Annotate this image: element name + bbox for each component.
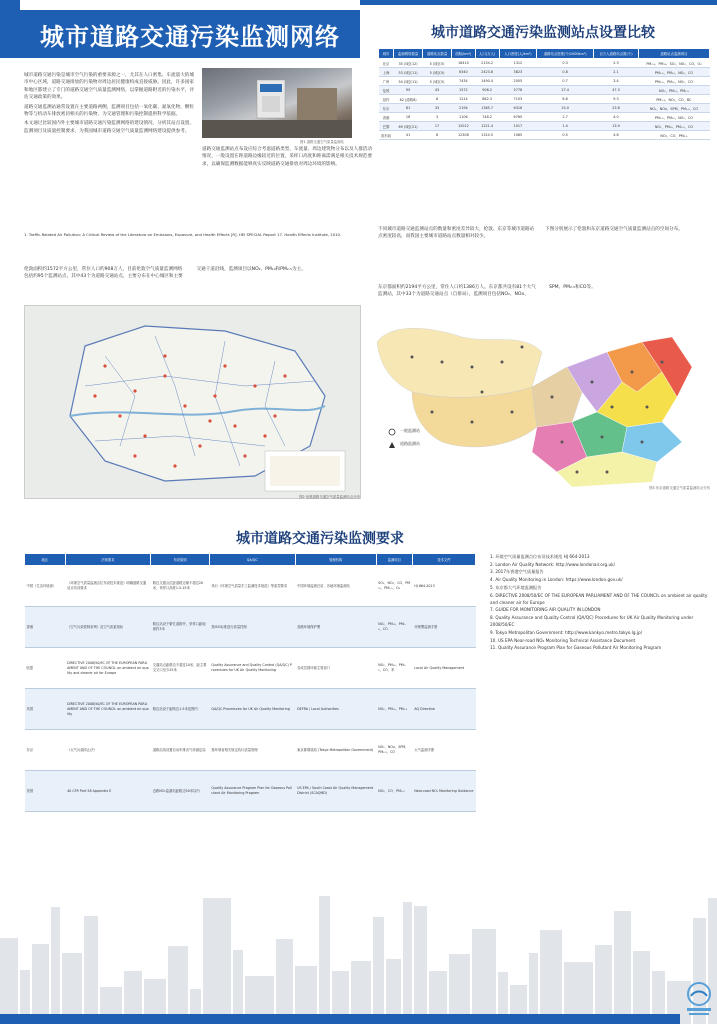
header-cell: 管理机构 — [295, 554, 376, 566]
station-table-cell: 5 (城区5) — [423, 68, 452, 77]
london-station-marker — [263, 434, 266, 437]
header-cell: 百万人道路站点数(个) — [594, 49, 639, 59]
station-table-cell: 5778 — [499, 86, 537, 95]
london-map-caption: 图2 伦敦道路交通空气质量监测站点分布 — [299, 495, 360, 499]
tokyo-station-marker — [646, 406, 649, 409]
req-table-cell: 《环境空气质量监测点位布设技术规范》明确道路交通站点布设要求 — [65, 566, 151, 607]
station-table-row — [379, 104, 710, 113]
station-table-cell: PM₂.₅、NO₂、CO、BC — [638, 95, 709, 104]
middle-text — [202, 146, 372, 170]
header-cell: 地区 — [25, 554, 66, 566]
req-table-cell: 各成员国环境主管部门 — [295, 648, 376, 689]
reference-item: 4. Air Quality Monitoring in London: https://www.london.gov.uk/ — [490, 577, 623, 583]
station-table-cell: 69 (城区21) — [394, 122, 423, 131]
reference-item: 10. US EPA Near-road NO₂ Monitoring Technical Assistance Document — [490, 637, 636, 643]
req-table-header — [25, 554, 476, 566]
right-paragraph-1: 不同城市道路交通监测站点的数量和密度差异较大，伦敦、东京等城市道路站点密度较高，而我国主要城市道路站点数量相对较少。 — [378, 227, 535, 240]
skyline-building — [0, 938, 18, 1024]
station-table-cell: 862.3 — [475, 95, 499, 104]
london-station-marker — [198, 444, 201, 447]
header-cell: 城市 — [379, 49, 394, 59]
london-station-marker — [93, 394, 96, 397]
station-table-cell: 6765 — [499, 113, 537, 122]
tokyo-station-marker — [471, 421, 474, 424]
london-station-marker — [133, 454, 136, 457]
station-table-cell: 35 (城区12) — [394, 59, 423, 68]
station-table-cell: 1106 — [452, 113, 476, 122]
reference-item: 2. London Air Quality Network: http://www.londonair.org.uk/ — [490, 561, 615, 567]
req-table-cell: 中国（生态环境部） — [25, 566, 66, 607]
station-table-cell: 7103 — [499, 95, 537, 104]
reference-item: 1. 环境空气质量监测点位布设技术规范 HJ 664-2013 — [490, 554, 590, 559]
req-table-cell: 東京都環境局 (Tokyo Metropolitan Government) — [295, 730, 376, 771]
station-table-cell: 1385.7 — [475, 104, 499, 113]
tokyo-station-marker — [521, 346, 524, 349]
station-table-cell: 43 — [423, 86, 452, 95]
station-table-cell: PM₂.₅、PM₁₀、NO₂、CO — [638, 113, 709, 122]
london-station-marker — [213, 394, 216, 397]
london-map-graphic — [25, 306, 360, 498]
skyline-building — [414, 906, 427, 1024]
req-table-cell: NO₂、PM₁₀、PM₂.₅ — [376, 689, 412, 730]
station-table-cell: 12012 — [452, 122, 476, 131]
reference-item: 8. Quality Assurance and Quality Control (QA/QC) Procedures for UK Air Quality Monitoring under 2008/50/EC — [490, 615, 694, 628]
station-table-row — [379, 77, 710, 86]
skyline-graphic — [0, 884, 717, 1024]
skyline-building — [614, 911, 631, 1024]
station-table-cell: 62 (道路8) — [394, 95, 423, 104]
station-table-cell: 9.3 — [594, 95, 639, 104]
station-table-cell: 13.9 — [594, 122, 639, 131]
req-table-cell: 路边站设于繁忙道路旁，采样口距地面约3米 — [151, 607, 210, 648]
tokyo-station-marker — [481, 391, 484, 394]
station-table-cell: 1310.5 — [475, 131, 499, 140]
reference-item: 6. DIRECTIVE 2008/50/EC OF THE EUROPEAN PARLIAMENT AND OF THE COUNCIL on ambient air quality and cleaner air for Europe — [490, 592, 708, 605]
london-station-marker — [118, 414, 121, 417]
station-table-cell: 0.5 — [537, 131, 594, 140]
tokyo-station-marker — [661, 361, 664, 364]
station-comparison-table — [378, 48, 710, 140]
london-map — [24, 305, 361, 499]
station-table-cell: 16410 — [452, 59, 476, 68]
london-station-marker — [208, 419, 211, 422]
station-table-cell: PM₂.₅、PM₁₀、NO₂、CO — [638, 68, 709, 77]
station-table-cell: 1065 — [499, 131, 537, 140]
station-table-cell: 1017 — [499, 122, 537, 131]
intro-paragraph-2: 道路交通监测站通常设置在主要道路两侧，监测项目包括一氧化碳、氮氧化物、颗粒物等与机动车排放密切相关的污染物，为交通管理和污染控制提供科学依据。 — [24, 104, 194, 118]
req-table-cell: NO₂、PM₁₀、PM₂.₅、CO — [376, 607, 412, 648]
req-table-row — [25, 730, 476, 771]
req-table-cell: 路边站设于距路边1-5米范围内 — [151, 689, 210, 730]
london-station-marker — [223, 364, 226, 367]
station-table-row — [379, 113, 710, 122]
tokyo-station-marker — [441, 361, 444, 364]
left-banner — [0, 0, 20, 58]
station-table-cell: NO₂、CO、PM₂.₅ — [638, 131, 709, 140]
station-table-row — [379, 86, 710, 95]
london-station-marker — [103, 364, 106, 367]
station-table-row — [379, 122, 710, 131]
header-cell: 面积(km²) — [452, 49, 476, 59]
legend-general: 一般监测站 — [400, 428, 420, 433]
station-table-cell: 47.3 — [594, 86, 639, 95]
station-illustration — [202, 68, 352, 138]
station-table-cell: 香港 — [379, 113, 394, 122]
req-table-cell: NO₂、NOx、SPM、PM₂.₅、CO — [376, 730, 412, 771]
tokyo-station-marker — [431, 411, 434, 414]
station-table-cell: 北京 — [379, 59, 394, 68]
station-table-cell: 81 — [394, 104, 423, 113]
london-station-marker — [133, 389, 136, 392]
station-table-cell: 5 (城区5) — [423, 59, 452, 68]
req-table-cell: 《大气污染防止法》 — [65, 730, 151, 771]
req-table-cell: US EPA / South Coast Air Quality Management District (SCAQMD) — [295, 771, 376, 812]
requirements-table — [24, 553, 476, 812]
req-table-cell: Local Air Quality Management — [412, 648, 475, 689]
skyline-building — [373, 917, 384, 1024]
london-station-marker — [173, 464, 176, 467]
reference-item: 5. 东京都大气环境监测报告 — [490, 584, 542, 590]
right-paragraph-2: 下图分别展示了伦敦和东京道路交通空气质量监测站点的空间分布。 — [545, 227, 683, 232]
logo — [685, 980, 713, 1020]
station-table-cell: 2.3 — [594, 59, 639, 68]
skyline-building — [32, 944, 49, 1024]
station-table-cell: 12308 — [452, 131, 476, 140]
station-table-cell: 3.4 — [594, 77, 639, 86]
req-table-cell: 香港 — [25, 607, 66, 648]
tokyo-station-marker — [551, 396, 554, 399]
intro-paragraph-1: 城市道路交通污染是城市空气污染的重要来源之一，尤其在人口密集、车流量大的城市中心区域，道路交通排放的污染物对周边居民健康构成直接威胁。因此，许多国家和地区都建立了专门的道路交通空气质量监测网络，以掌握道路附近的污染水平，评估交通政策的效果。 — [24, 73, 194, 101]
city-skyline — [0, 884, 717, 1024]
page-title: 城市道路交通污染监测网络 — [20, 10, 360, 58]
station-table-cell: 1221.4 — [475, 122, 499, 131]
req-table-cell: 近路NO₂监测站距路边50米以内 — [151, 771, 210, 812]
station-table-cell: 6316 — [499, 104, 537, 113]
tokyo-station-marker — [601, 436, 604, 439]
req-table-cell: AQ Directive — [412, 689, 475, 730]
station-table-cell: 0.3 — [537, 59, 594, 68]
station-table-cell: 95 — [394, 86, 423, 95]
station-table-cell: 0.7 — [537, 77, 594, 86]
skyline-building — [403, 902, 412, 1024]
header-cell: 道路站点数量 — [423, 49, 452, 59]
station-table-cell: 5 (城区5) — [423, 77, 452, 86]
station-table-cell: 1490.4 — [475, 77, 499, 86]
tokyo-map-graphic — [372, 312, 710, 492]
req-table-cell: 交通站点距路边不超过10米，距主要交叉口至少25米 — [151, 648, 210, 689]
req-table-cell: 美国 — [25, 771, 66, 812]
req-table-cell: NO₂、CO、PM₂.₅ — [376, 771, 412, 812]
station-table-cell: 18 — [394, 113, 423, 122]
station-table-cell: 上海 — [379, 68, 394, 77]
station-table-cell: 3823 — [499, 68, 537, 77]
header-cell: 人口密度(人/km²) — [499, 49, 537, 59]
station-table-cell: 纽约 — [379, 95, 394, 104]
london-station-marker — [273, 414, 276, 417]
skyline-building — [84, 916, 98, 1024]
station-table-cell: 4.0 — [594, 113, 639, 122]
london-text: 伦敦面积约1572平方公里，常住人口约908万人，目前伦敦空气质量监测网络包括约95个监测站点，其中43个为道路交通站点，主要分布在中心城区和主要交通干道沿线，监测项目以NO₂、PM₁₀和PM₂.₅为主。 — [24, 267, 306, 280]
reference-item: 9. Tokyo Metropolitan Government: http://www.kankyo.metro.tokyo.lg.jp/ — [490, 630, 643, 636]
req-table-cell: Quality Assurance and Quality Control (QA/QC) Procedures for UK Air Quality Monitoring — [209, 648, 295, 689]
header-cell: 法规要求 — [65, 554, 151, 566]
station-table-cell: 2.1 — [594, 68, 639, 77]
tokyo-station-marker — [576, 471, 579, 474]
reference-item: 7. GUIDE FOR MONITORING AIR QUALITY IN LONDON — [490, 607, 601, 613]
top-banner — [360, 0, 717, 5]
intro-text — [24, 72, 194, 137]
station-table-cell: 41 — [394, 131, 423, 140]
london-station-marker — [163, 354, 166, 357]
req-table — [24, 553, 476, 812]
tokyo-station-marker — [561, 441, 564, 444]
tokyo-map — [372, 312, 710, 492]
station-table-cell: 1312 — [499, 59, 537, 68]
req-table-cell: DIRECTIVE 2008/50/EC OF THE EUROPEAN PARLIAMENT AND OF THE COUNCIL on ambient air quality — [65, 689, 151, 730]
req-table-row — [25, 771, 476, 812]
skyline-building — [276, 939, 293, 1024]
station-table-cell: 17 — [423, 122, 452, 131]
station-table-cell: 2154.2 — [475, 59, 499, 68]
req-table-cell: HJ 664-2013 — [412, 566, 475, 607]
req-table-cell: 环保署监测手册 — [412, 607, 475, 648]
req-table-cell: 执行《环境空气质量手工监测技术规范》等质控要求 — [209, 566, 295, 607]
req-table-cell: Quality Assurance Program Plan for Gaseous Pollutant Air Monitoring Program — [209, 771, 295, 812]
header-cell: 监测项目 — [376, 554, 412, 566]
station-table-cell: NO₂、PM₁₀、PM₂.₅ — [638, 86, 709, 95]
station-table-cell: 广州 — [379, 77, 394, 86]
station-table-row — [379, 95, 710, 104]
station-table-cell: 0.8 — [537, 68, 594, 77]
header-cell: 布设原则 — [151, 554, 210, 566]
req-table-row — [25, 689, 476, 730]
station-table — [378, 48, 710, 140]
station-table-cell: 908.2 — [475, 86, 499, 95]
tokyo-station-marker — [631, 371, 634, 374]
header-cell: 道路站点监测项目 — [638, 49, 709, 59]
station-table-cell: 748.2 — [475, 113, 499, 122]
req-table-cell: NO₂、PM₁₀、PM₂.₅、CO、苯 — [376, 648, 412, 689]
station-table-cell: NO₂、PM₁₀、PM₂.₅、CO — [638, 122, 709, 131]
station-table-cell: NO₂、NOx、SPM、PM₂.₅、CO — [638, 104, 709, 113]
requirements-title: 城市道路交通污染监测要求 — [236, 531, 404, 547]
station-table-cell: 1.4 — [537, 122, 594, 131]
req-table-cell: DIRECTIVE 2008/50/EC OF THE EUROPEAN PARLIAMENT AND OF THE COUNCIL on ambient air quality and cleaner air for Europe — [65, 648, 151, 689]
references-list — [490, 553, 708, 652]
header-cell: 监测网络数量 — [394, 49, 423, 59]
footer-bar — [0, 1014, 680, 1024]
station-table-cell: 54 (城区11) — [394, 77, 423, 86]
station-table-cell: 2194 — [452, 104, 476, 113]
station-table-cell: 6340 — [452, 68, 476, 77]
photo-caption: 图1 道路交通空气质量监测站 — [300, 140, 344, 144]
reference-item: 3. 2017年香港空气质量报告 — [490, 569, 544, 575]
station-table-cell: 东京 — [379, 104, 394, 113]
req-table-cell: 大气监测手册 — [412, 730, 475, 771]
station-table-row — [379, 59, 710, 68]
station-comparison-title: 城市道路交通污染监测站点设置比较 — [431, 25, 655, 41]
header-cell: 人口(万人) — [475, 49, 499, 59]
station-table-cell: 53 (城区11) — [394, 68, 423, 77]
header-cell: 道路站点密度(个/1000km²) — [537, 49, 594, 59]
london-station-marker — [163, 374, 166, 377]
london-station-marker — [283, 374, 286, 377]
skyline-building — [540, 930, 562, 1024]
station-table-cell: 15.0 — [537, 104, 594, 113]
tokyo-station-marker — [511, 411, 514, 414]
req-table-row — [25, 648, 476, 689]
skyline-building — [203, 898, 231, 1024]
station-table-cell: 27.4 — [537, 86, 594, 95]
station-table-row — [379, 131, 710, 140]
tokyo-station-marker — [611, 406, 614, 409]
station-table-cell: 2423.8 — [475, 68, 499, 77]
london-station-marker — [143, 434, 146, 437]
london-station-marker — [243, 454, 246, 457]
req-table-row — [25, 566, 476, 607]
station-table-cell: 7434 — [452, 77, 476, 86]
skyline-building — [168, 946, 188, 1024]
monitoring-station-photo — [202, 68, 352, 138]
req-table-cell: 40 CFR Part 58 Appendix E — [65, 771, 151, 812]
req-table-cell: 香港环境保护署 — [295, 607, 376, 648]
station-table-cell: 23.8 — [594, 104, 639, 113]
tokyo-station-marker — [411, 356, 414, 359]
london-station-marker — [253, 384, 256, 387]
station-table-cell: 伦敦 — [379, 86, 394, 95]
middle-paragraph: 道路交通监测站点布设应综合考虑道路类型、车流量、周边建筑物分布以及人群活动情况，一般设置在距道路边缘较近的位置，采样口高度和距离需满足相关技术规范要求，以确保监测数据能够真实反映道路交通排放对周边环境的影响。 — [202, 147, 372, 167]
station-table-cell: 33 — [423, 104, 452, 113]
station-table-header — [379, 49, 710, 59]
tokyo-text: 东京都面积约2194平方公里，常住人口约1386万人。东京都共设有81个大气监测站，其中33个为道路交通站点（自排局），监测项目包括NO₂、NOx、SPM、PM₂.₅和CO等。 — [378, 285, 596, 298]
station-table-cell: 4.6 — [594, 131, 639, 140]
req-table-cell: Near-road NO₂ Monitoring Guidance — [412, 771, 475, 812]
tokyo-station-marker — [591, 381, 594, 384]
station-table-cell: 2005 — [499, 77, 537, 86]
legend-roadside: 道路监测站 — [400, 441, 420, 446]
skyline-building — [595, 945, 612, 1024]
req-table-cell: QA/QC Procedures for UK Air Quality Monitoring — [209, 689, 295, 730]
req-table-cell: 中国环境监测总站、各地环境监测站 — [295, 566, 376, 607]
station-table-cell: 3 — [423, 113, 452, 122]
footnote: 1. Traffic-Related Air Pollution: A Critical Review of the Literature on Emissions, Exposure, and Health Effects [R]. HEI SPECIAL Report 17. Health Effects Institute, 2010. — [24, 232, 342, 237]
london-station-marker — [233, 424, 236, 427]
station-table-cell: 1214 — [452, 95, 476, 104]
skyline-building — [472, 929, 496, 1024]
station-table-cell: 6.6 — [537, 95, 594, 104]
req-table-cell: SO₂、NO₂、CO、PM₁₀、PM₂.₅、O₃ — [376, 566, 412, 607]
skyline-building — [51, 907, 60, 1024]
skyline-building — [233, 950, 243, 1024]
reference-item: 11. Quality Assurance Program Plan for Gaseous Pollutant Air Monitoring Program — [490, 645, 662, 651]
req-table-cell: 道路沿线设置自动车排出气体测定局 — [151, 730, 210, 771]
tokyo-station-marker — [501, 361, 504, 364]
station-table-cell: PM₂.₅、PM₁₀、SO₂、NO₂、CO、O₃ — [638, 59, 709, 68]
tokyo-map-caption: 图3 东京道路交通空气质量监测站点分布 — [649, 486, 710, 490]
station-table-cell: 巴黎 — [379, 122, 394, 131]
station-table-cell: 8 — [423, 95, 452, 104]
req-table-cell: 按环境省相关规定执行质量管理 — [209, 730, 295, 771]
req-table-cell: 按ISO标准进行质量控制 — [209, 607, 295, 648]
station-table-row — [379, 68, 710, 77]
req-table-cell: 路边交通点位距道路边缘不超过20米，采样口高度1.5-15米 — [151, 566, 210, 607]
station-table-cell: 洛杉矶 — [379, 131, 394, 140]
station-table-cell: PM₂.₅、PM₁₀、NO₂、CO — [638, 77, 709, 86]
station-table-cell: 1572 — [452, 86, 476, 95]
station-table-cell: 2.7 — [537, 113, 594, 122]
tokyo-station-marker — [606, 471, 609, 474]
req-table-row — [25, 607, 476, 648]
req-table-cell: 《空气污染管制条例》及空气质素指标 — [65, 607, 151, 648]
logo-icon — [685, 980, 713, 1020]
req-table-cell: DEFRA / Local Authorities — [295, 689, 376, 730]
station-table-cell: 6 — [423, 131, 452, 140]
req-table-cell: 东京 — [25, 730, 66, 771]
skyline-building — [319, 896, 330, 1024]
london-station-marker — [183, 404, 186, 407]
header-cell: 技术文件 — [412, 554, 475, 566]
intro-paragraph-3: 本文通过比较国内外主要城市道路交通污染监测网络的建设情况，分析其站点设置、监测项目及质量控制要求，为我国城市道路交通空气质量监测网络建设提供参考。 — [24, 121, 194, 134]
req-table-cell: 英国 — [25, 689, 66, 730]
tokyo-station-marker — [641, 441, 644, 444]
req-table-cell: 欧盟 — [25, 648, 66, 689]
header-cell: QA/QC — [209, 554, 295, 566]
tokyo-station-marker — [471, 366, 474, 369]
